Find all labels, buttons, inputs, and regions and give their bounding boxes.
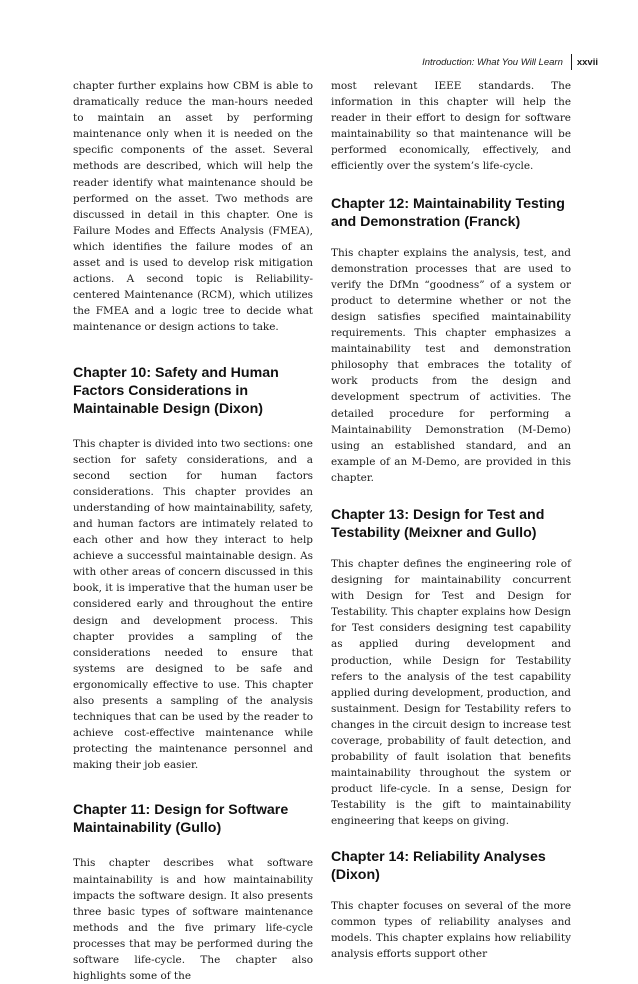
left-column — [73, 78, 313, 984]
chapter-10-heading: Chapter 10: Safety and Human Factors Considerations in Maintainable Design (Dixon) — [73, 364, 279, 417]
page-number: xxvii — [576, 56, 598, 68]
chapter-12-paragraph: This chapter explains the analysis, test, and demonstration processes that are used to verify the DfMn “goodness” of a system or product to determine whether or not the design satisfies specified maintainability requirements. This chapter emphasizes a maintainability test and demonstration philosophy that embraces the totality of work products from the design and development spectrum of activities. The detailed procedure for performing a Maintainability Demonstration (M-Demo) using an established standard, and an example of an M-Demo, are provided in this chapter. — [331, 246, 571, 484]
chapter-10-paragraph: This chapter is divided into two sections: one section for safety considerations, and a second section for human factors considerations. This chapter provides an understanding of how maintainability, safety, and human factors are intimately related to each other and how they interact to help achieve a successful maintainable design. As with other areas of concern discussed in this book, it is imperative that the human user be considered early and throughout the entire design and development process. This chapter provides a sampling of the considerations needed to ensure that systems are designed to be safe and ergonomically effective to use. This chapter also presents a sampling of the analysis techniques that can be used by the reader to achieve cost-effective maintenance while protecting the maintenance personnel and making their job easier. — [73, 437, 313, 772]
chapter-12-heading: Chapter 12: Maintainability Testing and Demonstration (Franck) — [331, 195, 565, 230]
chapter-11-heading: Chapter 11: Design for Software Maintainability (Gullo) — [73, 802, 289, 837]
paragraph-cbm-continuation: chapter further explains how CBM is able to dramatically reduce the man-hours needed to maintain an asset by performing maintenance only when it is needed on the specific components of the asset. Several methods are described, which will help the reader identify what maintenance should be performed on the asset. Two methods are discussed in detail in this chapter. One is Failure Modes and Effects Analysis (FMEA), which identifies the failure modes of an asset and is used to develop risk mitigation actions. A second topic is Reliability-centered Maintenance (RCM), which utilizes the FMEA and a logic tree to decide what maintenance or design actions to take. — [73, 80, 313, 334]
running-head-divider — [571, 54, 572, 70]
chapter-13-paragraph: This chapter defines the engineering role of designing for maintainability concurrent with Design for Test and Design for Testability. This chapter explains how Design for Test considers designing test capability as applied during development and production, while Design for Testability refers to the analysis of the test capability applied during development, production, and sustainment. Design for Testability refers to changes in the circuit design to increase test coverage, probability of fault detection, and probability of fault isolation that benefits maintainability throughout the system or product life-cycle. In a sense, Design for Testability is the gift to maintainability engineering that keeps on giving. — [331, 557, 571, 828]
chapter-13-heading: Chapter 13: Design for Test and Testability (Meixner and Gullo) — [331, 506, 545, 541]
chapter-14-paragraph: This chapter focuses on several of the more common types of reliability analyses and models. This chapter explains how reliability analysis efforts support other — [331, 899, 571, 960]
paragraph-ieee-continuation: most relevant IEEE standards. The information in this chapter will help the reader in their effort to design for software maintainability so that maintenance will be performed economically, effectively, and efficiently over the system’s life-cycle. — [331, 80, 571, 173]
running-head-title: Introduction: What You Will Learn — [422, 56, 563, 68]
running-head — [422, 52, 598, 72]
chapter-14-heading: Chapter 14: Reliability Analyses (Dixon) — [331, 848, 546, 883]
chapter-11-paragraph: This chapter describes what software maintainability is and how maintainability impacts the software design. It also presents three basic types of software maintenance methods and the five primary life-cycle processes that may be performed during the software life-cycle. The chapter also highlights some of the — [73, 857, 313, 983]
right-column — [331, 78, 571, 962]
